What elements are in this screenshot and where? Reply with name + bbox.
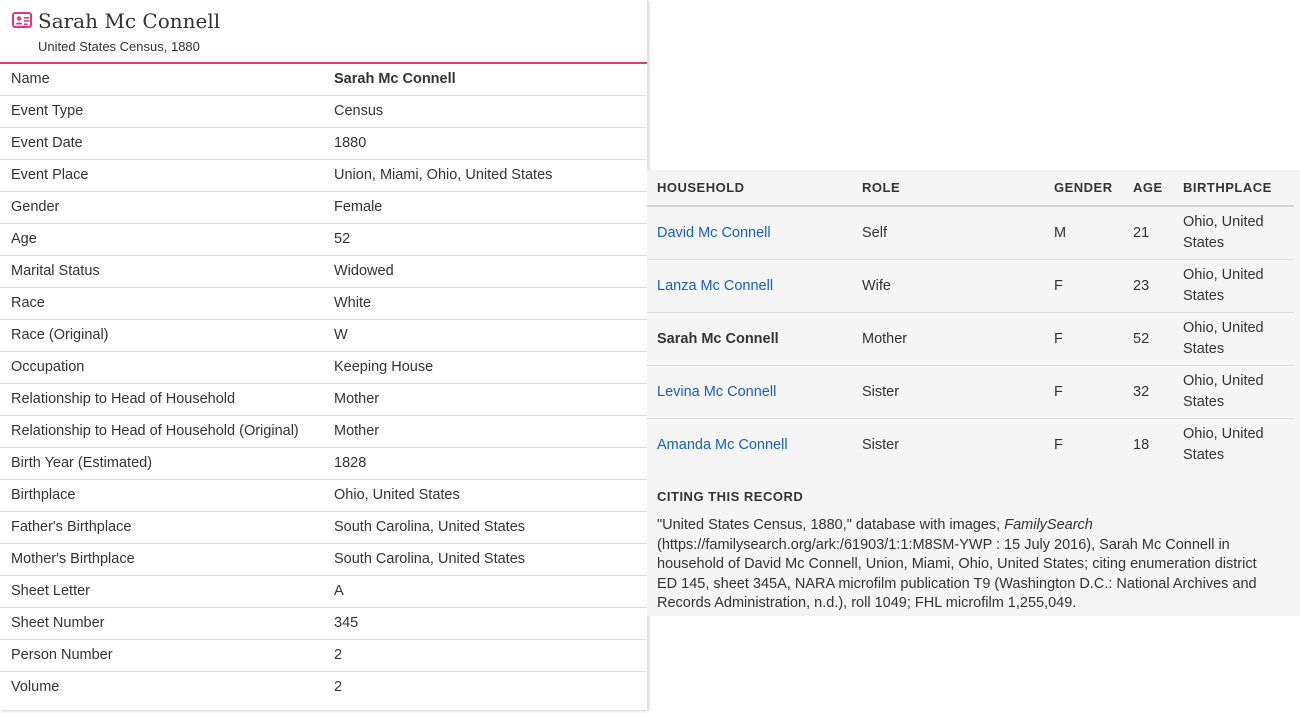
fact-label: Mother's Birthplace — [11, 551, 135, 567]
fact-row — [0, 512, 647, 544]
member-role: Wife — [862, 260, 1054, 313]
fact-row — [0, 192, 647, 224]
record-details-panel — [0, 0, 648, 710]
fact-value: Census — [334, 103, 384, 119]
fact-label: Name — [11, 71, 50, 87]
fact-label: Birthplace — [11, 487, 76, 503]
member-role: Self — [862, 206, 1054, 260]
fact-value: Keeping House — [334, 359, 434, 375]
member-gender: F — [1054, 260, 1133, 313]
column-header-role: ROLE — [862, 170, 1054, 206]
fact-row — [0, 640, 647, 672]
member-age: 21 — [1133, 206, 1183, 260]
fact-label: Relationship to Head of Household (Original) — [11, 423, 299, 439]
fact-row — [0, 64, 647, 96]
column-header-household: HOUSEHOLD — [647, 170, 862, 206]
citation-source-name: FamilySearch — [1004, 517, 1093, 533]
fact-label: Gender — [11, 199, 60, 215]
fact-value: 2 — [334, 647, 343, 663]
fact-value: Female — [334, 199, 383, 215]
fact-row — [0, 96, 647, 128]
fact-label: Volume — [11, 679, 60, 695]
fact-label: Event Date — [11, 135, 83, 151]
fact-value: 1880 — [334, 135, 367, 151]
household-member-row — [647, 419, 1294, 472]
household-member-row — [647, 260, 1294, 313]
fact-value: Widowed — [334, 263, 394, 279]
fact-row — [0, 128, 647, 160]
fact-row — [0, 256, 647, 288]
citation-text-start: "United States Census, 1880," database with images, — [657, 517, 1005, 533]
citation-text — [657, 516, 1277, 614]
member-age: 23 — [1133, 260, 1183, 313]
fact-row — [0, 608, 647, 640]
fact-row — [0, 544, 647, 576]
household-member-row — [647, 366, 1294, 419]
fact-label: Occupation — [11, 359, 85, 375]
fact-value: 2 — [334, 679, 343, 695]
fact-row — [0, 288, 647, 320]
column-header-age: AGE — [1133, 170, 1183, 206]
fact-value: 345 — [334, 615, 359, 631]
member-birthplace: Ohio, United States — [1183, 366, 1294, 419]
fact-value: South Carolina, United States — [334, 551, 526, 567]
member-name-link[interactable]: Levina Mc Connell — [657, 383, 777, 400]
member-age: 52 — [1133, 313, 1183, 366]
citation-text-end: (https://familysearch.org/ark:/61903/1:1:M8SM-YWP : 15 July 2016), Sarah Mc Connell in household of David Mc Connell, Union, Miami, Ohio, United States; citing enumeration district ED 145, sheet 345A, NARA microfilm publication T9 (Washington D.C.: National Archives and Records Administration, n.d.), roll 1049; FHL microfilm 1,255,049. — [657, 536, 1257, 611]
fact-label: Person Number — [11, 647, 113, 663]
fact-value: W — [334, 327, 348, 343]
member-name-link[interactable]: Lanza Mc Connell — [657, 277, 774, 294]
household-member-row — [647, 313, 1294, 366]
current-person-name: Sarah Mc Connell — [657, 330, 779, 347]
member-birthplace: Ohio, United States — [1183, 260, 1294, 313]
person-record-card-icon — [12, 12, 32, 30]
fact-value: South Carolina, United States — [334, 519, 526, 535]
household-member-row — [647, 206, 1294, 260]
fact-label: Birth Year (Estimated) — [11, 455, 153, 471]
member-name-cell — [647, 206, 862, 260]
fact-row — [0, 448, 647, 480]
fact-label: Race — [11, 295, 45, 311]
member-name-cell — [647, 260, 862, 313]
member-gender: F — [1054, 366, 1133, 419]
fact-row — [0, 480, 647, 512]
record-title: Sarah Mc Connell — [38, 9, 221, 33]
fact-value: 52 — [334, 231, 351, 247]
member-birthplace: Ohio, United States — [1183, 426, 1264, 463]
fact-row — [0, 224, 647, 256]
member-name-cell — [647, 313, 862, 366]
fact-row — [0, 576, 647, 608]
fact-label: Relationship to Head of Household — [11, 391, 236, 407]
member-role: Sister — [862, 436, 900, 453]
fact-row — [0, 320, 647, 352]
member-gender: F — [1054, 313, 1133, 366]
fact-row — [0, 352, 647, 384]
fact-value: Sarah Mc Connell — [334, 71, 456, 87]
column-header-birthplace: BIRTHPLACE — [1183, 170, 1294, 206]
fact-label: Marital Status — [11, 263, 100, 279]
column-header-gender: GENDER — [1054, 170, 1133, 206]
household-panel — [647, 170, 1300, 616]
member-role: Sister — [862, 366, 1054, 419]
member-gender: F — [1054, 436, 1063, 453]
household-members — [647, 206, 1294, 471]
fact-label: Event Type — [11, 103, 84, 119]
fact-label: Age — [11, 231, 37, 247]
fact-value: Union, Miami, Ohio, United States — [334, 167, 553, 183]
record-header — [0, 0, 647, 64]
fact-row — [0, 416, 647, 448]
member-age: 18 — [1133, 436, 1150, 453]
member-birthplace: Ohio, United States — [1183, 206, 1294, 260]
fact-label: Sheet Number — [11, 615, 105, 631]
member-birthplace: Ohio, United States — [1183, 313, 1294, 366]
citation-heading: CITING THIS RECORD — [657, 489, 804, 504]
record-collection-subtitle: United States Census, 1880 — [38, 39, 200, 54]
member-name-link[interactable]: Amanda Mc Connell — [657, 436, 788, 453]
household-header-row — [647, 170, 1294, 206]
fact-row — [0, 672, 647, 703]
fact-row — [0, 384, 647, 416]
household-table — [647, 170, 1294, 471]
fact-value: 1828 — [334, 455, 367, 471]
member-age: 32 — [1133, 366, 1183, 419]
fact-label: Event Place — [11, 167, 89, 183]
member-name-cell — [647, 419, 862, 472]
record-facts-list — [0, 64, 647, 703]
member-gender: M — [1054, 206, 1133, 260]
fact-label: Race (Original) — [11, 327, 109, 343]
fact-label: Father's Birthplace — [11, 519, 132, 535]
fact-value: Mother — [334, 391, 380, 407]
fact-label: Sheet Letter — [11, 583, 90, 599]
fact-value: Ohio, United States — [334, 487, 460, 503]
member-name-link[interactable]: David Mc Connell — [657, 224, 771, 241]
fact-value: A — [334, 583, 344, 599]
member-name-cell — [647, 366, 862, 419]
fact-value: White — [334, 295, 372, 311]
fact-value: Mother — [334, 423, 380, 439]
member-role: Mother — [862, 313, 1054, 366]
fact-row — [0, 160, 647, 192]
